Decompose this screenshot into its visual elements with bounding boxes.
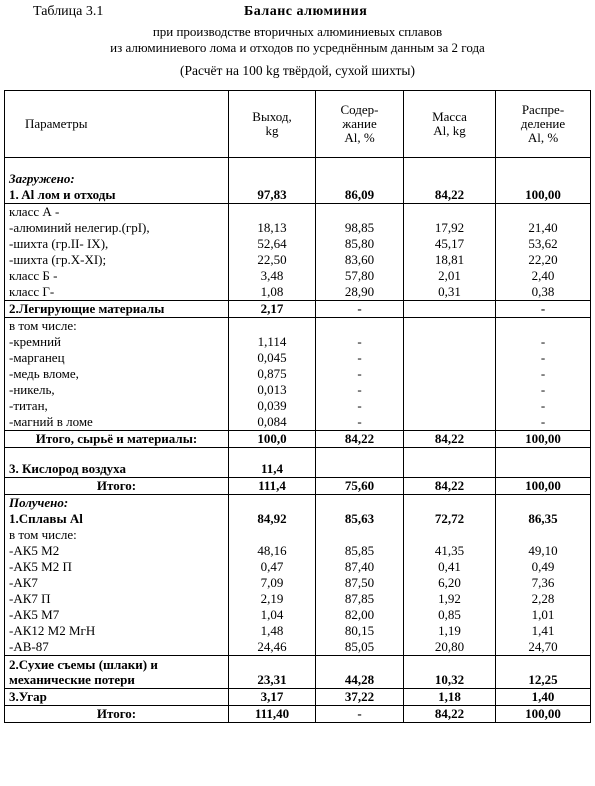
row-label: 1.Сплавы Al	[5, 511, 229, 527]
row-label: -АК7	[5, 575, 229, 591]
col-header-mass: Масса Al, kg	[404, 91, 496, 158]
value-cell	[404, 366, 496, 382]
row-av87	[5, 639, 591, 656]
row-charge-10-11	[5, 252, 591, 268]
row-ak7p	[5, 591, 591, 607]
value-cell	[316, 204, 404, 221]
value-cell	[404, 204, 496, 221]
section-received-label: Получено:	[5, 495, 229, 512]
row-label: -марганец	[5, 350, 229, 366]
value-cell: -	[496, 366, 591, 382]
row-classG	[5, 284, 591, 301]
value-cell: 24,46	[229, 639, 316, 656]
col-header-distribution: Распре- деление Al, %	[496, 91, 591, 158]
value-cell	[229, 527, 316, 543]
value-cell: 86,35	[496, 511, 591, 527]
row-classB	[5, 268, 591, 284]
row-label: -титан,	[5, 398, 229, 414]
value-cell	[316, 461, 404, 478]
value-cell: 0,85	[404, 607, 496, 623]
value-cell: 85,63	[316, 511, 404, 527]
value-cell: 97,83	[229, 187, 316, 204]
value-cell: 111,4	[229, 478, 316, 495]
value-cell	[404, 350, 496, 366]
row-including2	[5, 527, 591, 543]
row-total1	[5, 478, 591, 495]
value-cell: 100,00	[496, 478, 591, 495]
value-cell: 0,039	[229, 398, 316, 414]
value-cell: 2,28	[496, 591, 591, 607]
value-cell	[316, 527, 404, 543]
row-label: -медь вломе,	[5, 366, 229, 382]
row-label: 3.Угар	[5, 689, 229, 706]
value-cell: 1,41	[496, 623, 591, 639]
value-cell: 100,00	[496, 431, 591, 448]
row-mn	[5, 350, 591, 366]
row-oxygen	[5, 461, 591, 478]
value-cell: 84,22	[404, 187, 496, 204]
col-header-params: Параметры	[5, 91, 229, 158]
value-cell: 84,92	[229, 511, 316, 527]
value-cell: 21,40	[496, 220, 591, 236]
row-label: -кремний	[5, 334, 229, 350]
value-cell: 1,114	[229, 334, 316, 350]
value-cell	[404, 527, 496, 543]
col-header-output: Выход, kg	[229, 91, 316, 158]
value-cell	[496, 461, 591, 478]
value-cell	[404, 318, 496, 335]
value-cell: 87,40	[316, 559, 404, 575]
value-cell: 2,01	[404, 268, 496, 284]
col-header-content: Содер- жание Al, %	[316, 91, 404, 158]
value-cell: 83,60	[316, 252, 404, 268]
row-label	[5, 656, 229, 689]
value-cell: 7,36	[496, 575, 591, 591]
row-label: -шихта (гр.II- IX),	[5, 236, 229, 252]
value-cell: 84,22	[316, 431, 404, 448]
value-cell: 84,22	[404, 478, 496, 495]
row-classA	[5, 204, 591, 221]
value-cell: -	[316, 398, 404, 414]
value-cell: 22,50	[229, 252, 316, 268]
value-cell: -	[496, 301, 591, 318]
value-cell: 41,35	[404, 543, 496, 559]
row-alloys	[5, 511, 591, 527]
value-cell: -	[316, 706, 404, 723]
value-cell: -	[316, 334, 404, 350]
value-cell: 12,25	[496, 656, 591, 689]
row-label: -АК5 М2	[5, 543, 229, 559]
value-cell: 0,38	[496, 284, 591, 301]
value-cell: 100,00	[496, 187, 591, 204]
value-cell: 28,90	[316, 284, 404, 301]
value-cell: 85,05	[316, 639, 404, 656]
value-cell: 2,40	[496, 268, 591, 284]
value-cell: 3,48	[229, 268, 316, 284]
row-ak5m2p	[5, 559, 591, 575]
value-cell: 1,48	[229, 623, 316, 639]
section-received-row	[5, 495, 591, 512]
row-label: -АК7 П	[5, 591, 229, 607]
value-cell: 18,13	[229, 220, 316, 236]
value-cell: 0,084	[229, 414, 316, 431]
value-cell	[404, 301, 496, 318]
value-cell: 1,18	[404, 689, 496, 706]
value-cell: 37,22	[316, 689, 404, 706]
value-cell: 100,00	[496, 706, 591, 723]
value-cell: 0,045	[229, 350, 316, 366]
value-cell: 48,16	[229, 543, 316, 559]
value-cell: -	[496, 398, 591, 414]
row-total-raw	[5, 431, 591, 448]
value-cell	[404, 461, 496, 478]
row-ak12	[5, 623, 591, 639]
value-cell: 111,40	[229, 706, 316, 723]
row-label: в том числе:	[5, 527, 229, 543]
value-cell: -	[496, 382, 591, 398]
value-cell: 18,81	[404, 252, 496, 268]
value-cell	[404, 414, 496, 431]
row-total2	[5, 706, 591, 723]
value-cell	[229, 204, 316, 221]
value-cell: 10,32	[404, 656, 496, 689]
value-cell: 100,0	[229, 431, 316, 448]
value-cell: 87,50	[316, 575, 404, 591]
row-ti	[5, 398, 591, 414]
row-label: класс Г-	[5, 284, 229, 301]
row-label-line2: механические потери	[9, 672, 135, 687]
row-label-line1: 2.Сухие съемы (шлаки) и	[9, 657, 158, 672]
row-label: -АК5 М7	[5, 607, 229, 623]
value-cell	[229, 318, 316, 335]
value-cell: 98,85	[316, 220, 404, 236]
row-ak7	[5, 575, 591, 591]
value-cell: 0,41	[404, 559, 496, 575]
value-cell: 84,22	[404, 706, 496, 723]
row-label: -магний в ломе	[5, 414, 229, 431]
row-cu	[5, 366, 591, 382]
value-cell: -	[316, 350, 404, 366]
value-cell: 1,04	[229, 607, 316, 623]
value-cell: 24,70	[496, 639, 591, 656]
row-label: Итого, сырьё и материалы:	[5, 431, 229, 448]
value-cell: 1,08	[229, 284, 316, 301]
value-cell	[496, 204, 591, 221]
row-si	[5, 334, 591, 350]
section-loaded-label: Загружено:	[5, 171, 229, 187]
value-cell: -	[316, 366, 404, 382]
value-cell: 80,15	[316, 623, 404, 639]
value-cell: 85,85	[316, 543, 404, 559]
row-ak5m7	[5, 607, 591, 623]
value-cell: 0,49	[496, 559, 591, 575]
value-cell: 6,20	[404, 575, 496, 591]
row-label: -АВ-87	[5, 639, 229, 656]
row-label: в том числе:	[5, 318, 229, 335]
row-label: класс Б -	[5, 268, 229, 284]
value-cell: 20,80	[404, 639, 496, 656]
value-cell: 87,85	[316, 591, 404, 607]
value-cell: 44,28	[316, 656, 404, 689]
row-scrap	[5, 187, 591, 204]
table-title: Баланс алюминия	[244, 4, 368, 19]
value-cell: -	[316, 382, 404, 398]
value-cell: -	[496, 414, 591, 431]
value-cell: 75,60	[316, 478, 404, 495]
row-mg	[5, 414, 591, 431]
table-number: Таблица 3.1	[33, 4, 104, 19]
spacer-row	[5, 158, 591, 172]
value-cell: 1,40	[496, 689, 591, 706]
value-cell	[404, 334, 496, 350]
value-cell: 84,22	[404, 431, 496, 448]
value-cell: 52,64	[229, 236, 316, 252]
value-cell: 1,19	[404, 623, 496, 639]
value-cell: 23,31	[229, 656, 316, 689]
value-cell: -	[496, 350, 591, 366]
value-cell: 0,47	[229, 559, 316, 575]
spacer-row	[5, 448, 591, 462]
value-cell: -	[316, 414, 404, 431]
row-label: 2.Легирующие материалы	[5, 301, 229, 318]
subtitle-line-2: из алюминиевого лома и отходов по усреднённым данным за 2 года	[110, 40, 485, 55]
row-burnoff	[5, 689, 591, 706]
value-cell: -	[496, 334, 591, 350]
header-row	[5, 91, 591, 158]
row-label: Итого:	[5, 706, 229, 723]
value-cell: 0,31	[404, 284, 496, 301]
value-cell: 86,09	[316, 187, 404, 204]
value-cell: 1,01	[496, 607, 591, 623]
value-cell: 11,4	[229, 461, 316, 478]
value-cell: 85,80	[316, 236, 404, 252]
value-cell	[404, 398, 496, 414]
value-cell: 1,92	[404, 591, 496, 607]
row-label: 3. Кислород воздуха	[5, 461, 229, 478]
row-label: класс А -	[5, 204, 229, 221]
row-slag	[5, 656, 591, 689]
value-cell: 0,875	[229, 366, 316, 382]
calculation-note: (Расчёт на 100 kg твёрдой, сухой шихты)	[180, 63, 415, 78]
value-cell: 17,92	[404, 220, 496, 236]
row-label: Итого:	[5, 478, 229, 495]
value-cell	[496, 318, 591, 335]
value-cell: 0,013	[229, 382, 316, 398]
aluminium-balance-table	[4, 90, 591, 723]
value-cell: 2,17	[229, 301, 316, 318]
value-cell: 2,19	[229, 591, 316, 607]
row-label: -АК5 М2 П	[5, 559, 229, 575]
row-label: -никель,	[5, 382, 229, 398]
row-label: -шихта (гр.X-XI);	[5, 252, 229, 268]
value-cell	[404, 382, 496, 398]
value-cell: -	[316, 301, 404, 318]
value-cell: 57,80	[316, 268, 404, 284]
value-cell: 82,00	[316, 607, 404, 623]
row-including1	[5, 318, 591, 335]
row-alloying	[5, 301, 591, 318]
row-label: -АК12 М2 МгН	[5, 623, 229, 639]
row-charge-2-9	[5, 236, 591, 252]
row-label: 1. Al лом и отходы	[5, 187, 229, 204]
value-cell: 72,72	[404, 511, 496, 527]
section-loaded-row	[5, 171, 591, 187]
value-cell: 45,17	[404, 236, 496, 252]
row-label: -алюминий нелегир.(грI),	[5, 220, 229, 236]
subtitle-line-1: при производстве вторичных алюминиевых сплавов	[152, 24, 443, 39]
value-cell	[496, 527, 591, 543]
value-cell: 53,62	[496, 236, 591, 252]
value-cell: 22,20	[496, 252, 591, 268]
row-ni	[5, 382, 591, 398]
value-cell: 3,17	[229, 689, 316, 706]
value-cell: 49,10	[496, 543, 591, 559]
row-al-unalloy	[5, 220, 591, 236]
row-ak5m2	[5, 543, 591, 559]
value-cell	[316, 318, 404, 335]
value-cell: 7,09	[229, 575, 316, 591]
